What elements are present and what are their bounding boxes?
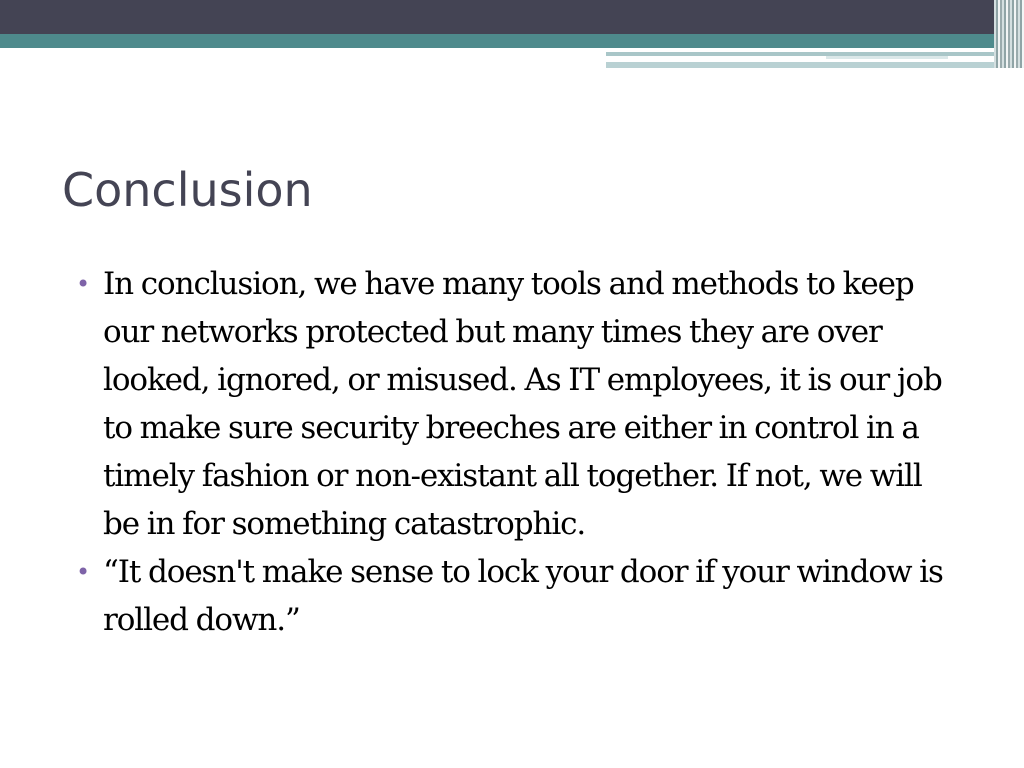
bullet-list (76, 260, 956, 644)
header-accent-line (606, 52, 1024, 56)
bullet-text: In conclusion, we have many tools and methods to keep our networks protected but many times they are over looked, ignored, or misused. As IT employees, it is our job to make sure security breeches are either in control in a timely fashion or non-existant all together. If not, we will be in for something catastrophic. (103, 266, 942, 542)
bullet-text: “It doesn't make sense to lock your door if your window is rolled down.” (103, 554, 943, 638)
slide-title: Conclusion (62, 163, 313, 217)
header-accent-line (606, 62, 1024, 68)
bullet-item (76, 548, 956, 644)
header-accent-line (826, 56, 948, 59)
header-dark-band (0, 0, 1024, 34)
bullet-dot-icon: • (76, 270, 90, 298)
bullet-dot-icon: • (76, 558, 90, 586)
header-teal-band (0, 34, 1024, 48)
bullet-item (76, 260, 956, 548)
header-stripes (994, 0, 1024, 68)
